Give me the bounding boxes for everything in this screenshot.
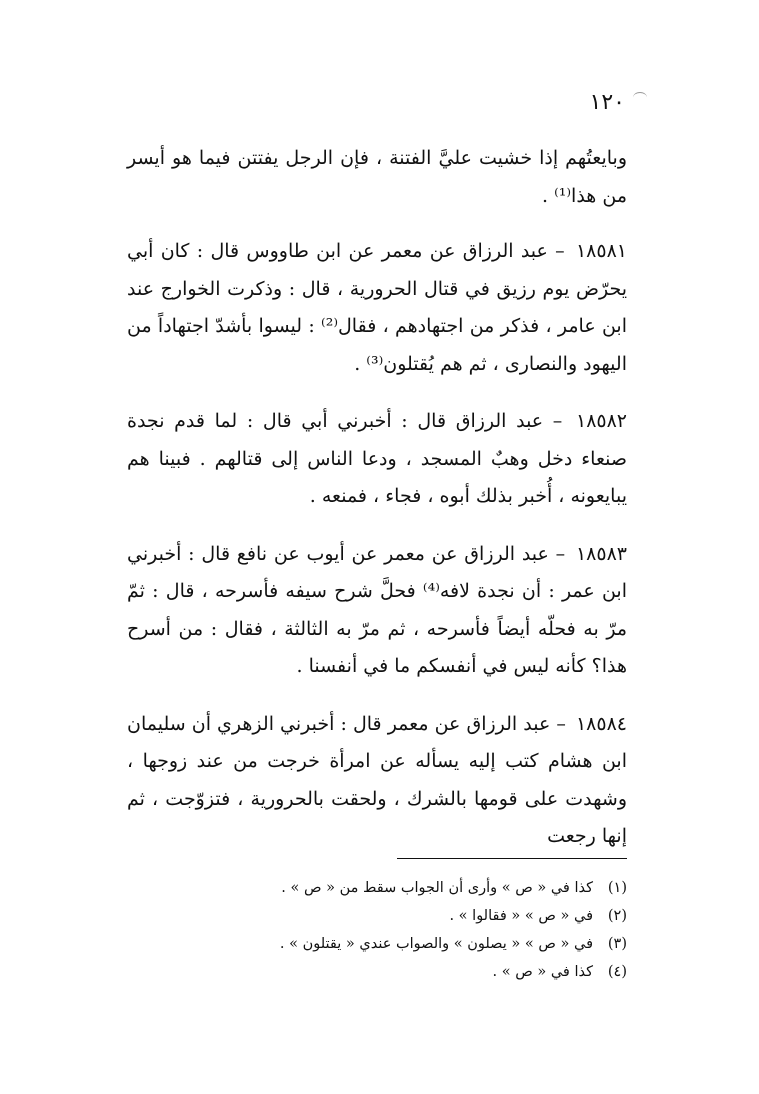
paragraph-text: وبايعتُهم إذا خشيت عليَّ الفتنة ، فإن الرجل يفتتن فيما هو أيسر من هذا⁽¹⁾ . bbox=[127, 147, 627, 207]
paragraph-text: – عبد الرزاق عن معمر عن ابن طاووس قال : كان أبي يحرّض يوم رزيق في قتال الحرورية ، قال : وذكرت الخوارج عند ابن عامر ، فذكر من اجتهادهم ، فقال⁽²⁾ : ليسوا بأشدّ اجتهاداً من اليهود والنصارى ، ثم هم يُقتلون⁽³⁾ . bbox=[127, 240, 627, 375]
footnote-number: (٣) bbox=[607, 936, 627, 952]
hadith-number: ١٨٥٨١ bbox=[575, 240, 627, 262]
footnote-text: في « ص » « يصلون » والصواب عندي « يقتلون » . bbox=[279, 936, 593, 952]
footnote-divider bbox=[397, 858, 627, 859]
paragraph-text: – عبد الرزاق عن معمر عن أيوب عن نافع قال : أخبرني ابن عمر : أن نجدة لافه⁽⁴⁾ فحلَّ شرح سيفه فأسرحه ، قال : ثمّ مرّ به فحلّه أيضاً فأسرحه ، ثم مرّ به الثالثة ، فقال : من أسرح هذا؟ كأنه ليس في أنفسكم ما في أنفسنا . bbox=[127, 542, 627, 677]
hadith-18583 bbox=[127, 536, 627, 686]
page-corner-mark bbox=[633, 92, 647, 103]
paragraph-text: – عبد الرزاق عن معمر قال : أخبرني الزهري أن سليمان ابن هشام كتب إليه يسأله عن امرأة خرجت من عند زوجها ، وشهدت على قومها بالشرك ، ولحقت بالحرورية ، فتزوّجت ، ثم إنها رجعت bbox=[127, 712, 627, 847]
footnote-2 bbox=[127, 902, 627, 930]
main-text bbox=[127, 140, 627, 876]
footnotes bbox=[127, 874, 627, 986]
hadith-number: ١٨٥٨٣ bbox=[575, 542, 627, 565]
footnote-text: في « ص » « فقالوا » . bbox=[449, 908, 593, 924]
footnote-3 bbox=[127, 930, 627, 958]
footnote-text: كذا في « ص » وأرى أن الجواب سقط من « ص » . bbox=[281, 880, 593, 896]
page-number: ١٢٠ bbox=[589, 90, 625, 115]
hadith-18584 bbox=[127, 706, 627, 856]
paragraph-text: – عبد الرزاق قال : أخبرني أبي قال : لما قدم نجدة صنعاء دخل وهبٌ المسجد ، ودعا الناس إلى قتالهم . فبينا هم يبايعونه ، أُخبر بذلك أبوه ، فجاء ، فمنعه . bbox=[127, 410, 627, 507]
hadith-18582 bbox=[127, 403, 627, 516]
footnote-1 bbox=[127, 874, 627, 902]
paragraph-continuation bbox=[127, 140, 627, 215]
footnote-number: (٤) bbox=[607, 964, 627, 980]
footnote-number: (١) bbox=[607, 880, 627, 896]
footnote-number: (٢) bbox=[607, 908, 627, 924]
footnote-text: كذا في « ص » . bbox=[492, 964, 593, 980]
hadith-number: ١٨٥٨٢ bbox=[575, 410, 628, 432]
hadith-number: ١٨٥٨٤ bbox=[575, 712, 627, 735]
hadith-18581 bbox=[127, 233, 627, 383]
footnote-4 bbox=[127, 958, 627, 986]
